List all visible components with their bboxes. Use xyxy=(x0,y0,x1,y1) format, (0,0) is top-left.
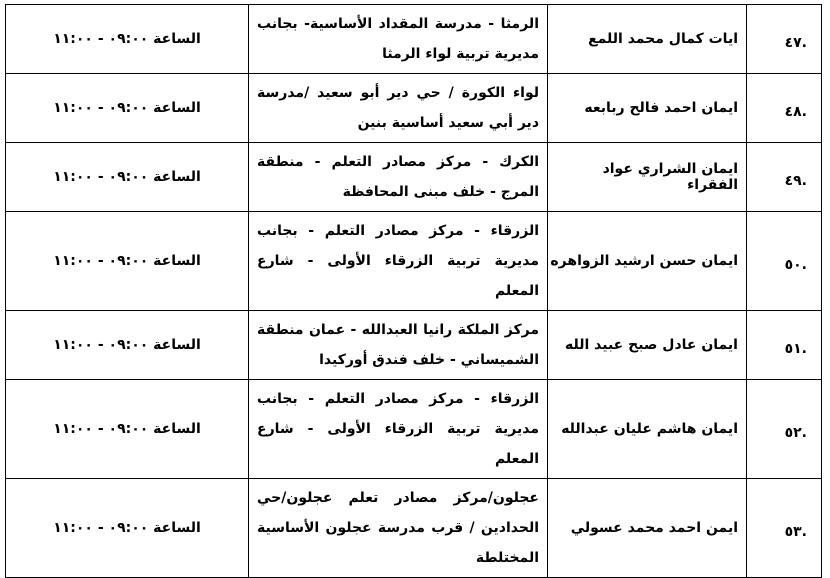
row-number: .٥٠ xyxy=(747,212,822,311)
person-name: ايمان عادل صبح عبيد الله xyxy=(548,311,747,380)
person-name: ايمان احمد فالح ربابعه xyxy=(548,74,747,143)
person-name: ايات كمال محمد اللمع xyxy=(548,5,747,74)
exam-time: الساعة ٠٩:٠٠ - ١١:٠٠ xyxy=(6,212,249,311)
row-number: .٤٨ xyxy=(747,74,822,143)
row-number: .٥٣ xyxy=(747,479,822,578)
exam-time: الساعة ٠٩:٠٠ - ١١:٠٠ xyxy=(6,311,249,380)
examinee-table xyxy=(5,4,822,578)
row-number: .٤٧ xyxy=(747,5,822,74)
row-number: .٥١ xyxy=(747,311,822,380)
exam-location: لواء الكورة / حي دير أبو سعيد /مدرسة دير أبي سعيد أساسية بنين xyxy=(249,74,548,143)
table-row xyxy=(6,380,822,479)
exam-time: الساعة ٠٩:٠٠ - ١١:٠٠ xyxy=(6,479,249,578)
exam-location: عجلون/مركز مصادر تعلم عجلون/حي الحدادين / قرب مدرسة عجلون الأساسية المختلطة xyxy=(249,479,548,578)
person-name: ايمان حسن ارشيد الزواهره xyxy=(548,212,747,311)
exam-location: مركز الملكة رانيا العبدالله - عمان منطقة الشميساني - خلف فندق أوركيدا xyxy=(249,311,548,380)
table-row xyxy=(6,143,822,212)
table-row xyxy=(6,311,822,380)
person-name: ايمان هاشم عليان عبدالله xyxy=(548,380,747,479)
table-row xyxy=(6,5,822,74)
exam-location: الكرك - مركز مصادر التعلم - منطقة المرج - خلف مبنى المحافظة xyxy=(249,143,548,212)
table-row xyxy=(6,74,822,143)
table-row xyxy=(6,479,822,578)
exam-time: الساعة ٠٩:٠٠ - ١١:٠٠ xyxy=(6,380,249,479)
exam-location: الزرقاء - مركز مصادر التعلم - بجانب مديرية تربية الزرقاء الأولى - شارع المعلم xyxy=(249,380,548,479)
table-row xyxy=(6,212,822,311)
row-number: .٤٩ xyxy=(747,143,822,212)
person-name: ايمن احمد محمد عسولي xyxy=(548,479,747,578)
person-name: ايمان الشراري عواد الفقراء xyxy=(548,143,747,212)
exam-time: الساعة ٠٩:٠٠ - ١١:٠٠ xyxy=(6,74,249,143)
exam-location: الزرقاء - مركز مصادر التعلم - بجانب مديرية تربية الزرقاء الأولى - شارع المعلم xyxy=(249,212,548,311)
exam-time: الساعة ٠٩:٠٠ - ١١:٠٠ xyxy=(6,5,249,74)
exam-time: الساعة ٠٩:٠٠ - ١١:٠٠ xyxy=(6,143,249,212)
exam-location: الرمثا - مدرسة المقداد الأساسية- بجانب مديرية تربية لواء الرمثا xyxy=(249,5,548,74)
row-number: .٥٢ xyxy=(747,380,822,479)
